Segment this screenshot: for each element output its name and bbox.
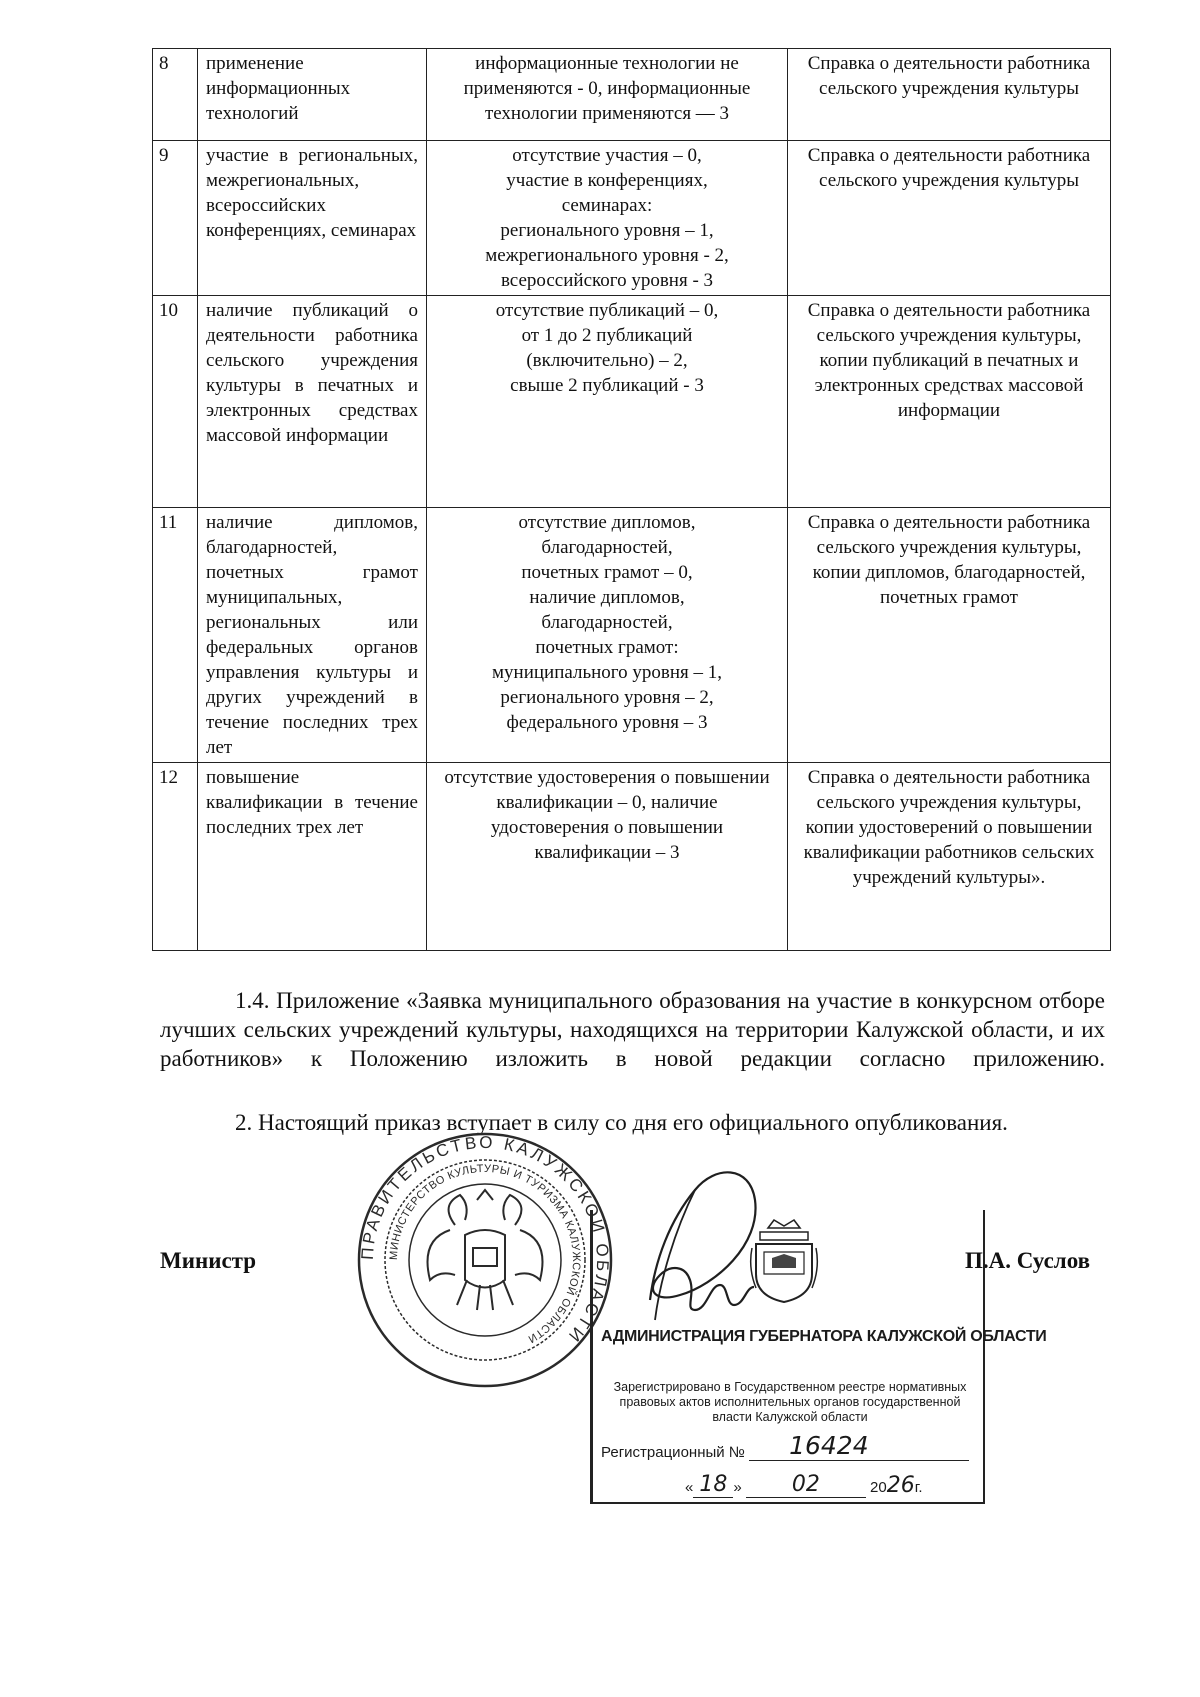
- registration-number-value: 16424: [789, 1431, 869, 1460]
- score-line: (включительно) – 2,: [526, 350, 688, 371]
- eagle-emblem-icon: [428, 1190, 543, 1310]
- table-row: [153, 296, 1111, 508]
- score-cell: [427, 296, 788, 508]
- table-row: [153, 141, 1111, 296]
- score-cell: [427, 141, 788, 296]
- signatory-name: П.А. Суслов: [965, 1248, 1091, 1273]
- score-line: отсутствие публикаций – 0,: [495, 300, 719, 321]
- registration-day: 18: [699, 1472, 728, 1497]
- score-line: благодарностей,: [541, 612, 673, 633]
- row-number: 8: [153, 49, 198, 141]
- registration-month: 02: [791, 1472, 820, 1497]
- criterion-cell: участие в региональных, межрегиональных, всероссийских конференциях, семинарах: [198, 141, 427, 296]
- registration-text: Зарегистрировано в Государственном реестре нормативных правовых актов исполнительных органов государственной власти Калужской области: [613, 1380, 967, 1424]
- score-cell: отсутствие удостоверения о повышении квалификации – 0, наличие удостоверения о повышении квалификации – 3: [427, 763, 788, 951]
- row-number: 10: [153, 296, 198, 508]
- score-line: межрегионального уровня - 2,: [485, 245, 729, 266]
- document-cell: Справка о деятельности работника сельского учреждения культуры: [788, 141, 1111, 296]
- row-number: 12: [153, 763, 198, 951]
- document-cell: Справка о деятельности работника сельского учреждения культуры, копии удостоверений о повышении квалификации работников сельских учреждений культуры».: [788, 763, 1111, 951]
- seal-inner-text: МИНИСТЕРСТВО КУЛЬТУРЫ И ТУРИЗМА КАЛУЖСКОЙ ОБЛАСТИ: [387, 1162, 583, 1346]
- registration-org: АДМИНИСТРАЦИЯ ГУБЕРНАТОРА КАЛУЖСКОЙ ОБЛАСТИ: [601, 1328, 1047, 1345]
- score-line: благодарностей,: [541, 537, 673, 558]
- row-number: 11: [153, 508, 198, 763]
- registration-number-label: Регистрационный №: [601, 1444, 745, 1461]
- score-line: отсутствие дипломов,: [518, 512, 696, 533]
- registration-year-suffix: 26: [886, 1473, 915, 1498]
- seal-outer-text: ПРАВИТЕЛЬСТВО КАЛУЖСКОЙ ОБЛАСТИ: [357, 1132, 613, 1348]
- row-number: 9: [153, 141, 198, 296]
- score-line: от 1 до 2 публикаций: [521, 325, 693, 346]
- score-line: участие в конференциях,: [506, 170, 708, 191]
- signatory-title: Министр: [160, 1248, 257, 1273]
- registration-year-prefix: 20: [870, 1479, 887, 1496]
- criterion-cell: наличие дипломов, благодарностей, почетных грамот муниципальных, региональных или федеральных органов управления культуры и других учреждений в течение последних трех лет: [198, 508, 427, 763]
- score-line: муниципального уровня – 1,: [492, 662, 722, 683]
- document-cell: Справка о деятельности работника сельского учреждения культуры, копии дипломов, благодарностей, почетных грамот: [788, 508, 1111, 763]
- table-row: [153, 508, 1111, 763]
- table-row: [153, 49, 1111, 141]
- score-line: регионального уровня – 2,: [500, 687, 714, 708]
- official-seal: [355, 1130, 615, 1390]
- score-line: федерального уровня – 3: [506, 712, 708, 733]
- document-cell: Справка о деятельности работника сельского учреждения культуры: [788, 49, 1111, 141]
- criteria-table: [152, 48, 1111, 951]
- score-line: наличие дипломов,: [529, 587, 685, 608]
- score-line: семинарах:: [561, 195, 653, 216]
- score-line: регионального уровня – 1,: [500, 220, 714, 241]
- score-line: отсутствие участия – 0,: [512, 145, 702, 166]
- score-line: почетных грамот – 0,: [521, 562, 693, 583]
- criterion-cell: применение информационных технологий: [198, 49, 427, 141]
- registration-date-row: « 18 » 02 2026г.: [685, 1472, 923, 1498]
- registration-number-row: [601, 1431, 979, 1461]
- coat-of-arms-icon: [748, 1218, 820, 1304]
- score-line: всероссийского уровня - 3: [500, 270, 714, 291]
- table-row: [153, 763, 1111, 951]
- score-line: почетных грамот:: [535, 637, 679, 658]
- paragraph-2: 2. Настоящий приказ вступает в силу со дня его официального опубликования.: [235, 1110, 1008, 1135]
- criterion-cell: повышение квалификации в течение последних трех лет: [198, 763, 427, 951]
- score-cell: информационные технологии не применяются - 0, информационные технологии применяются — 3: [427, 49, 788, 141]
- paragraph-1-4: 1.4. Приложение «Заявка муниципального образования на участие в конкурсном отборе лучших сельских учреждений культуры, находящихся на территории Калужской области, и их работников» к Положению изложить в новой редакции согласно приложению.: [160, 988, 1105, 1071]
- criterion-cell: наличие публикаций о деятельности работника сельского учреждения культуры в печатных и электронных средствах массовой информации: [198, 296, 427, 508]
- score-line: свыше 2 публикаций - 3: [510, 375, 704, 396]
- score-cell: [427, 508, 788, 763]
- document-cell: Справка о деятельности работника сельского учреждения культуры, копии публикаций в печатных и электронных средствах массовой информации: [788, 296, 1111, 508]
